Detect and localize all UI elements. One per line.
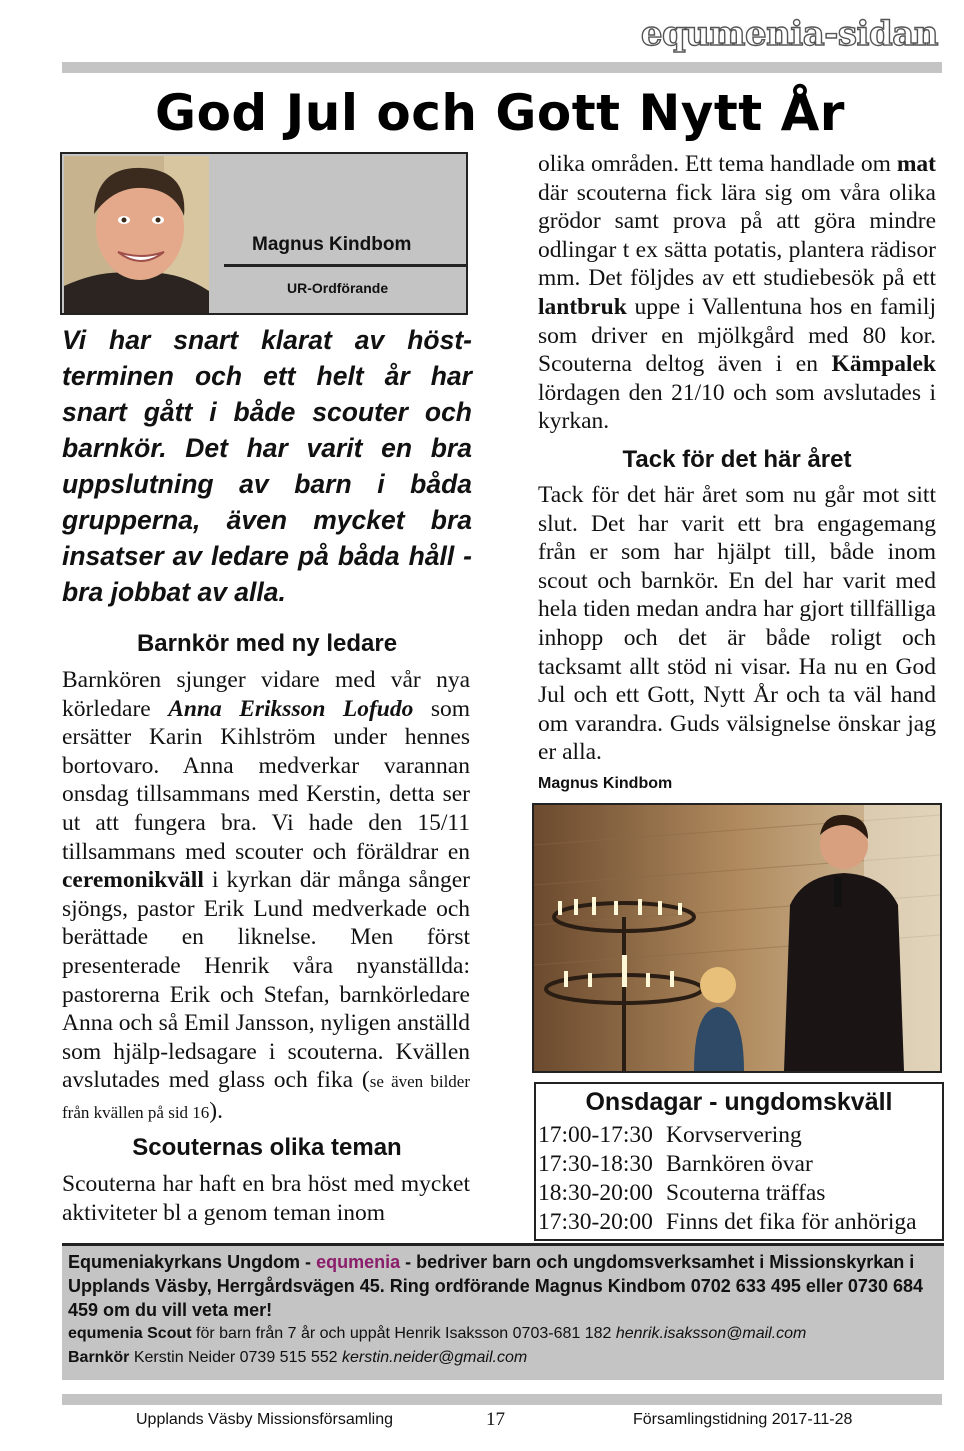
tack-text: Tack för det här året som nu går mot sitt slut. Det har varit ett bra engagemang från er som har hjälpt till, både inom scout och barnkör. En del har varit med hela tiden medan andra har gjort tillfälliga inhopp och det är både roligt och tacksamt allt stöd ni visar. Ha nu en God Jul och ett Gott, Nytt År och ta väl hand om varandra. Guds välsignelse önskar jag er alla. [538,482,936,766]
kor-contact: Barnkör Kerstin Neider 0739 515 552 kerstin.neider@gmail.com [68,1349,528,1366]
teman-heading: Scouternas olika teman [132,1134,402,1161]
schedule-row: 18:30-20:00 Scouterna träffas [538,1180,826,1206]
bottom-rule [62,1394,942,1405]
profile-divider [224,264,468,267]
profile-role: UR-Ordförande [287,280,389,296]
leader-name: Anna Eriksson Lofudo [168,695,414,722]
signature: Magnus Kindbom [538,775,673,792]
barnkor-text: Barnkören sjunger vidare med vår nya körledare Anna Eriksson Lofudo som ersätter Karin Kihlström under hennes bortovaro. Anna medverkar varannan onsdag tillsammans med Kerstin, detta ser ut att fungera bra. Vi hade den 15/11 tillsammans med scouter och föräldrar en ceremonikväll i kyrkan där många sånger sjöngs, pastor Erik Lund medverkade och berättade en liknelse. Men först presenterade Henrik våra nyanställda: pastorerna Erik och Stefan, barnkörledare Anna och så Emil Jansson, nyligen anställd som hjälp-ledsagare i scouterna. Kvällen avslutades med glass och fika (se även bilder från kvällen på sid 16). [62,667,471,1124]
teman-text-continued: olika områden. Ett tema handlade om mat där scouterna fick lära sig om våra olika grödor samt prova på att göra mindre odlingar t ex sätta potatis, plantera rädisor mm. Det följdes av ett studiebesök på ett lantbruk uppe i Vallentuna hos en familj som driver en mjölkgård med 80 kor. Scouterna deltog även i en Kämpalek lördagen den 21/10 och som avslutades i kyrkan. [538,151,937,435]
scout-email[interactable]: henrik.isaksson@mail.com [615,1325,807,1342]
schedule-row: 17:30-18:30 Barnkören övar [538,1151,813,1177]
schedule-row: 17:30-20:00 Finns det fika för anhöriga [538,1209,917,1235]
profile-name: Magnus Kindbom [252,234,412,255]
scout-contact: equmenia Scout för barn från 7 år och uppåt Henrik Isaksson 0703-681 182 henrik.isaksson@mail.com [68,1325,807,1342]
footer-right: Församlingstidning 2017-11-28 [633,1411,853,1428]
event-name: ceremonikväll [62,867,204,894]
portrait-photo [64,156,209,313]
brand-name: equmenia [316,1252,401,1272]
lead-paragraph: Vi har snart klarat av höst-terminen och ett helt år har snart gått i både scouter och barnkör. Det har varit en bra uppslutning av barn i båda grupperna, även mycket bra insatser av ledare på båda håll - bra jobbat av alla. [62,325,472,607]
section-tag: equmenia-sidan [640,14,938,54]
page-number: 17 [486,1409,505,1430]
event-photo [532,803,942,1073]
info-box [62,1243,944,1380]
schedule-box [534,1082,944,1241]
footer-left: Upplands Väsby Missionsförsamling [136,1411,393,1428]
barnkor-heading: Barnkör med ny ledare [136,630,398,657]
schedule-row: 17:00-17:30 Korvservering [538,1122,802,1148]
profile-box [60,152,468,315]
org-info: Equmeniakyrkans Ungdom - equmenia - bedriver barn och ungdomsverksamhet i Missionskyrkan i Upplands Väsby, Herrgårdsvägen 45. Ring ordförande Magnus Kindbom 0702 633 495 eller 0730 684 459 om du vill veta mer! [68,1252,923,1320]
top-rule [62,62,942,73]
schedule-title: Onsdagar - ungdomskväll [585,1088,893,1116]
tack-heading: Tack för det här året [622,446,852,473]
teman-text-start: Scouterna har haft en bra höst med mycket aktiviteter bl a genom teman inom [62,1171,470,1226]
kor-email[interactable]: kerstin.neider@gmail.com [341,1349,528,1366]
page-title: God Jul och Gott Nytt År [155,84,845,142]
